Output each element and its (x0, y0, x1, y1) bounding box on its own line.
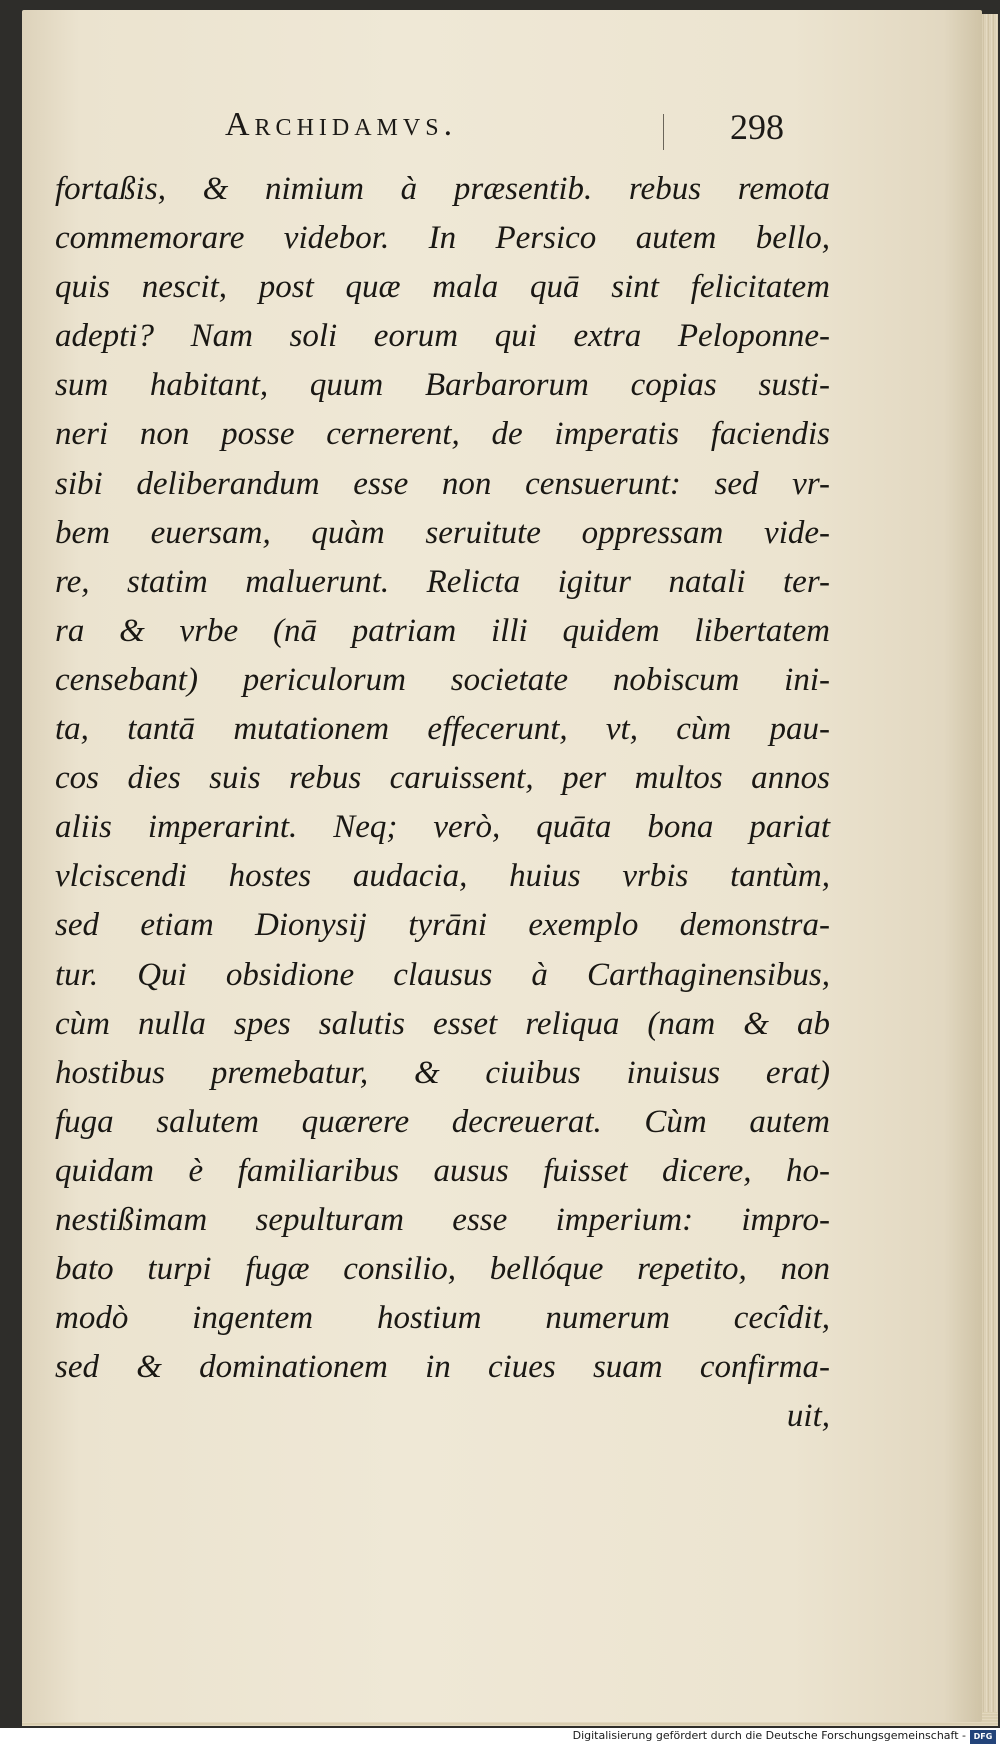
text-line: adepti? Nam soli eorum qui extra Peloponne- (55, 318, 830, 355)
text-line: re, statim maluerunt. Relicta igitur natali ter- (55, 563, 830, 600)
header-divider (663, 114, 664, 150)
text-line: ta, tantā mutationem effecerunt, vt, cùm pau- (55, 711, 830, 748)
text-line: sibi deliberandum esse non censuerunt: sed vr- (55, 465, 830, 502)
text-line: fortaßis, & nimium à præsentib. rebus remota (55, 171, 830, 207)
text-line: quis nescit, post quæ mala quā sint felicitatem (55, 269, 830, 306)
text-line: sum habitant, quum Barbarorum copias susti- (55, 367, 830, 404)
page-number: 298 (730, 107, 784, 147)
text-line: tur. Qui obsidione clausus à Carthaginensibus, (55, 956, 830, 993)
text-line: aliis imperarint. Neq; verò, quāta bona pariat (55, 809, 830, 846)
text-line: quidam è familiaribus ausus fuisset dicere, ho- (55, 1152, 830, 1189)
text-line: cùm nulla spes salutis esset reliqua (nam & ab (55, 1005, 830, 1042)
text-line: commemorare videbor. In Persico autem bello, (55, 220, 830, 257)
text-line: modò ingentem hostium numerum cecîdit, (55, 1300, 830, 1337)
text-line: hostibus premebatur, & ciuibus inuisus erat) (55, 1054, 830, 1091)
text-line: vlciscendi hostes audacia, huius vrbis tantùm, (55, 858, 830, 895)
text-line: sed & dominationem in ciues suam confirma- (55, 1349, 830, 1386)
running-title: Archidamvs. (225, 106, 458, 143)
text-line: bato turpi fugæ consilio, bellóque repetito, non (55, 1251, 830, 1288)
text-line: censebant) periculorum societate nobiscum ini- (55, 661, 830, 698)
running-head (0, 100, 1000, 160)
text-line: sed etiam Dionysij tyrāni exemplo demonstra- (55, 907, 830, 944)
text-line: bem euersam, quàm seruitute oppressam vide- (55, 514, 830, 551)
text-line: ra & vrbe (nā patriam illi quidem libertatem (55, 612, 830, 649)
text-line: fuga salutem quærere decreuerat. Cùm autem (55, 1103, 830, 1140)
digitization-footer (0, 1728, 1000, 1747)
dfg-logo: DFG (970, 1730, 996, 1744)
body-text (55, 165, 830, 1441)
text-line: neri non posse cernerent, de imperatis faciendis (55, 416, 830, 453)
catchword: uit, (786, 1398, 830, 1435)
text-line: nestißimam sepulturam esse imperium: impro- (55, 1201, 830, 1238)
footer-credit: Digitalisierung gefördert durch die Deutsche Forschungsgemeinschaft - (572, 1729, 966, 1742)
text-line: cos dies suis rebus caruissent, per multos annos (55, 760, 830, 797)
